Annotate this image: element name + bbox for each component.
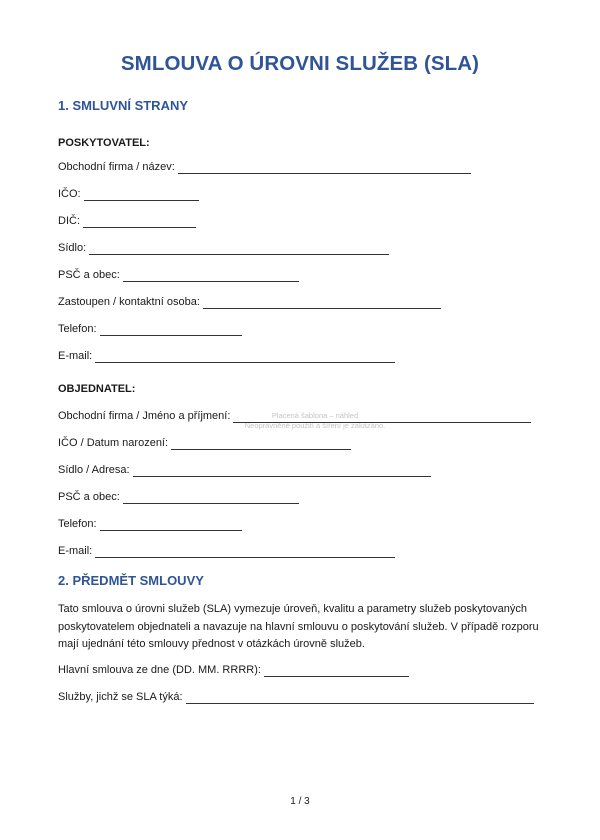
fill-in-line <box>100 325 242 336</box>
fill-in-line <box>95 352 395 363</box>
field-label: Obchodní firma / Jméno a příjmení: <box>58 410 231 422</box>
field-label: Hlavní smlouva ze dne (DD. MM. RRRR): <box>58 664 261 676</box>
provider-company-field <box>58 160 471 174</box>
fill-in-line <box>89 244 389 255</box>
field-label: Sídlo / Adresa: <box>58 464 130 476</box>
fill-in-line <box>100 520 242 531</box>
fill-in-line <box>186 693 534 704</box>
field-label: Telefon: <box>58 323 97 335</box>
section-heading-subject: 2. PŘEDMĚT SMLOUVY <box>58 573 204 588</box>
fill-in-line <box>203 298 441 309</box>
field-label: Zastoupen / kontaktní osoba: <box>58 296 200 308</box>
fill-in-line <box>133 466 431 477</box>
fill-in-line <box>84 190 199 201</box>
provider-label: POSKYTOVATEL: <box>58 137 150 149</box>
field-label: E-mail: <box>58 545 93 557</box>
field-label: Obchodní firma / název: <box>58 161 175 173</box>
client-name-field <box>58 409 531 423</box>
provider-email-field <box>58 349 395 363</box>
subject-paragraph: Tato smlouva o úrovni služeb (SLA) vymezuje úroveň, kvalitu a parametry služeb poskytovaných poskytovatelem objednateli a navazuje na hlavní smlouvu o poskytování služeb. V případě rozporu mají ujednání této smlouvy přednost v otázkách úrovně služeb. <box>58 603 539 650</box>
field-label: IČO: <box>58 188 81 200</box>
field-label: E-mail: <box>58 350 93 362</box>
provider-phone-field <box>58 322 242 336</box>
client-phone-field <box>58 517 242 531</box>
field-label: Sídlo: <box>58 242 87 254</box>
fill-in-line <box>171 439 351 450</box>
field-label: Telefon: <box>58 518 97 530</box>
client-label: OBJEDNATEL: <box>58 383 136 395</box>
watermark-line: Placená šablona – náhled <box>271 411 359 420</box>
provider-seat-field <box>58 241 389 255</box>
field-label: PSČ a obec: <box>58 491 120 503</box>
main-contract-date-field <box>58 663 409 677</box>
fill-in-line <box>123 493 299 504</box>
fill-in-line <box>123 271 299 282</box>
watermark-line: Neoprávněné použití a šíření je zakázáno. <box>244 421 386 430</box>
provider-contact-field <box>58 295 441 309</box>
fill-in-line <box>95 547 395 558</box>
document-title: SMLOUVA O ÚROVNI SLUŽEB (SLA) <box>120 52 480 75</box>
client-ico-field <box>58 436 351 450</box>
client-zip-field <box>58 490 299 504</box>
client-address-field <box>58 463 431 477</box>
fill-in-line <box>264 666 409 677</box>
field-label: Služby, jichž se SLA týká: <box>58 691 183 703</box>
field-label: DIČ: <box>58 215 80 227</box>
provider-zip-field <box>58 268 299 282</box>
field-label: PSČ a obec: <box>58 269 120 281</box>
section-heading-parties: 1. SMLUVNÍ STRANY <box>58 98 189 113</box>
services-field <box>58 690 534 704</box>
provider-ico-field <box>58 187 199 201</box>
fill-in-line <box>178 163 471 174</box>
field-label: IČO / Datum narození: <box>58 437 169 449</box>
provider-dic-field <box>58 214 196 228</box>
page-number: 1 / 3 <box>290 796 310 807</box>
fill-in-line <box>83 217 196 228</box>
client-email-field <box>58 544 395 558</box>
fill-in-line <box>233 412 531 423</box>
